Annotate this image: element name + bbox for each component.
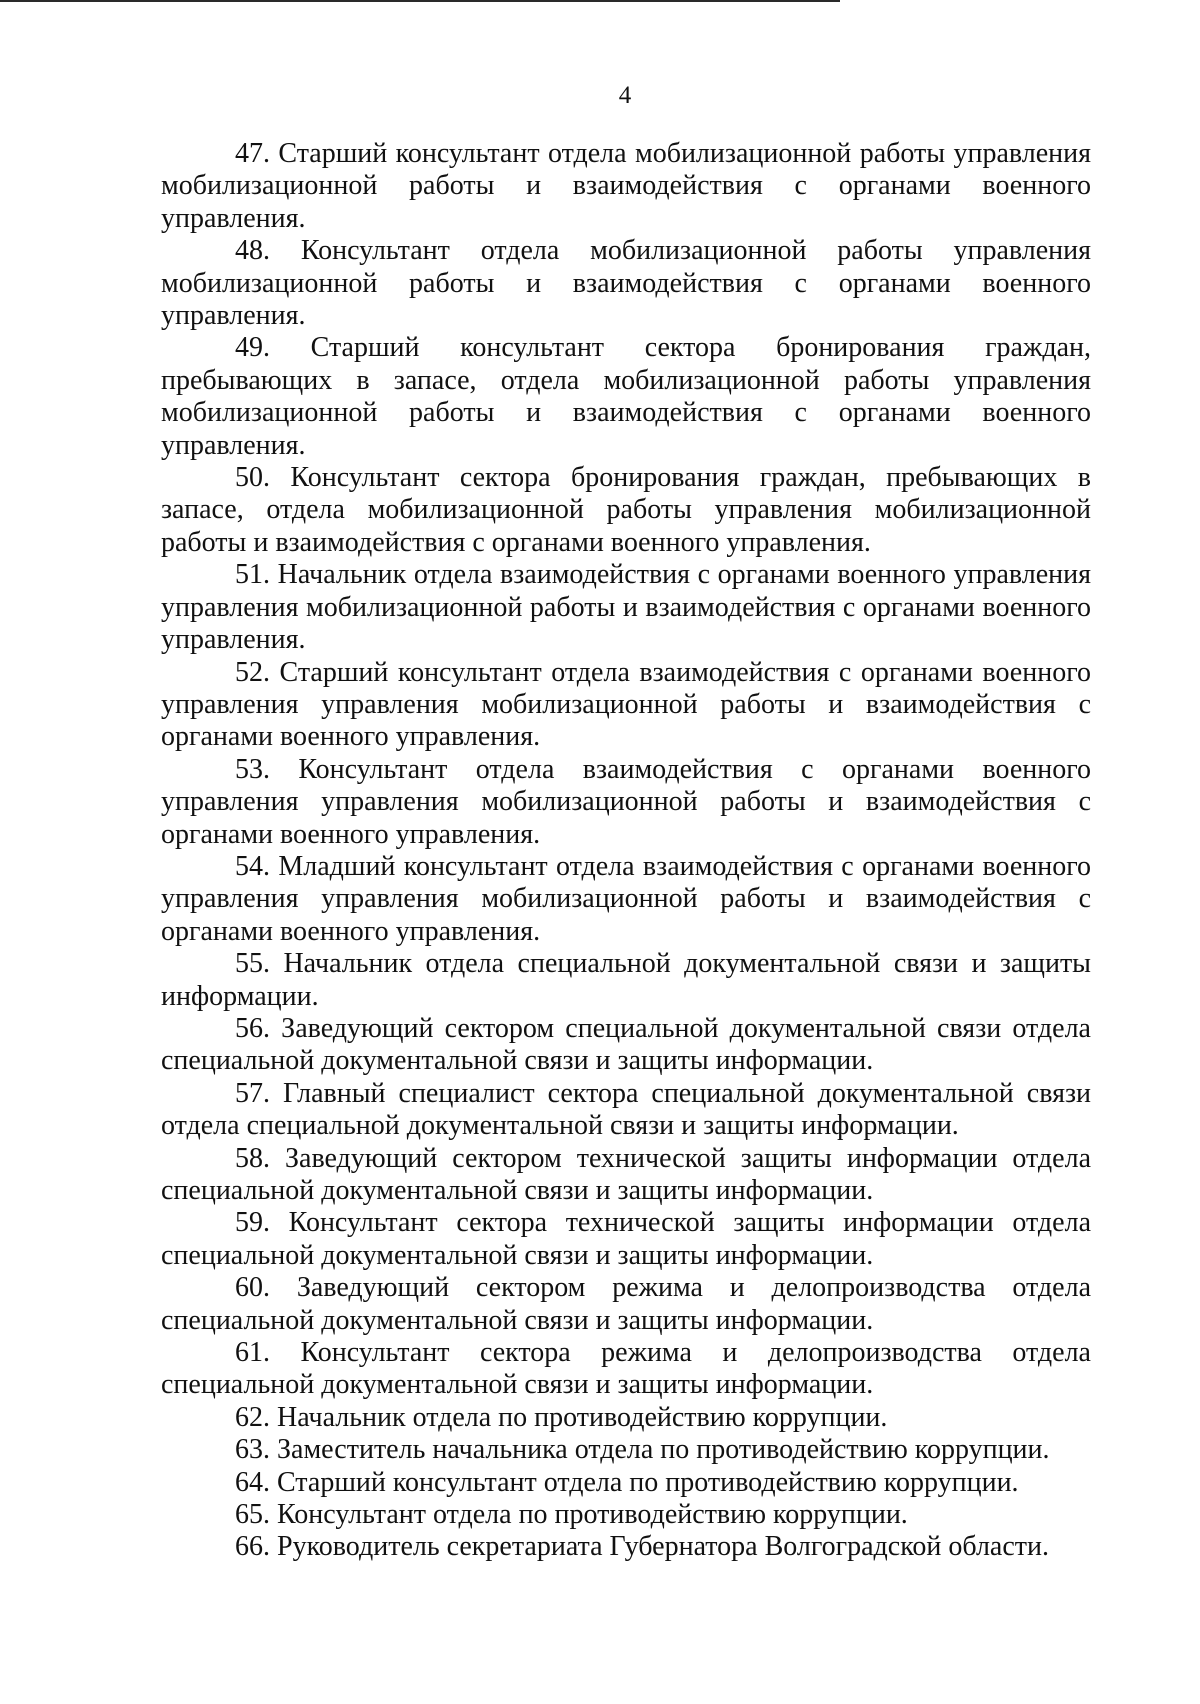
- list-item: 65. Консультант отдела по противодействию коррупции.: [235, 1499, 908, 1531]
- list-item: 48. Консультант отдела мобилизационной работы управления мобилизационной работы и взаимодействия с органами военного управления.: [161, 235, 1091, 332]
- list-item: 58. Заведующий сектором технической защиты информации отдела специальной документальной связи и защиты информации.: [161, 1142, 1091, 1206]
- list-item: 66. Руководитель секретариата Губернатора Волгоградской области.: [235, 1531, 1049, 1563]
- list-item: 59. Консультант сектора технической защиты информации отдела специальной документальной связи и защиты информации.: [161, 1207, 1091, 1271]
- page-number: 4: [618, 82, 632, 109]
- list-item: 63. Заместитель начальника отдела по противодействию коррупции.: [235, 1434, 1050, 1466]
- list-item: 47. Старший консультант отдела мобилизационной работы управления мобилизационной работы и взаимодействия с органами военного управления.: [161, 138, 1091, 234]
- list-item: 50. Консультант сектора бронирования граждан, пребывающих в запасе, отдела мобилизационной работы управления мобилизационной работы и взаимодействия с органами военного управления.: [161, 462, 1091, 558]
- list-item: 49. Старший консультант сектора бронирования граждан, пребывающих в запасе, отдела мобилизационной работы управления мобилизационной работы и взаимодействия с органами военного управления.: [161, 332, 1091, 461]
- list-item: 55. Начальник отдела специальной документальной связи и защиты информации.: [161, 948, 1091, 1012]
- scan-border-line: [0, 0, 840, 2]
- list-item: 54. Младший консультант отдела взаимодействия с органами военного управления управления мобилизационной работы и взаимодействия с органами военного управления.: [161, 850, 1091, 947]
- list-item: 56. Заведующий сектором специальной документальной связи отдела специальной документальной связи и защиты информации.: [161, 1012, 1091, 1077]
- list-item: 62. Начальник отдела по противодействию коррупции.: [235, 1401, 888, 1433]
- position-list: [161, 138, 1091, 1564]
- list-item: 51. Начальник отдела взаимодействия с органами военного управления управления мобилизационной работы и взаимодействия с органами военного управления.: [161, 559, 1091, 656]
- list-item: 60. Заведующий сектором режима и делопроизводства отдела специальной документальной связи и защиты информации.: [161, 1272, 1091, 1336]
- list-item: 57. Главный специалист сектора специальной документальной связи отдела специальной документальной связи и защиты информации.: [161, 1077, 1091, 1142]
- list-item: 64. Старший консультант отдела по противодействию коррупции.: [235, 1466, 1019, 1498]
- list-item: 61. Консультант сектора режима и делопроизводства отдела специальной документальной связи и защиты информации.: [161, 1337, 1091, 1401]
- list-item: 52. Старший консультант отдела взаимодействия с органами военного управления управления мобилизационной работы и взаимодействия с органами военного управления.: [161, 656, 1091, 753]
- list-item: 53. Консультант отдела взаимодействия с органами военного управления управления мобилизационной работы и взаимодействия с органами военного управления.: [161, 753, 1091, 850]
